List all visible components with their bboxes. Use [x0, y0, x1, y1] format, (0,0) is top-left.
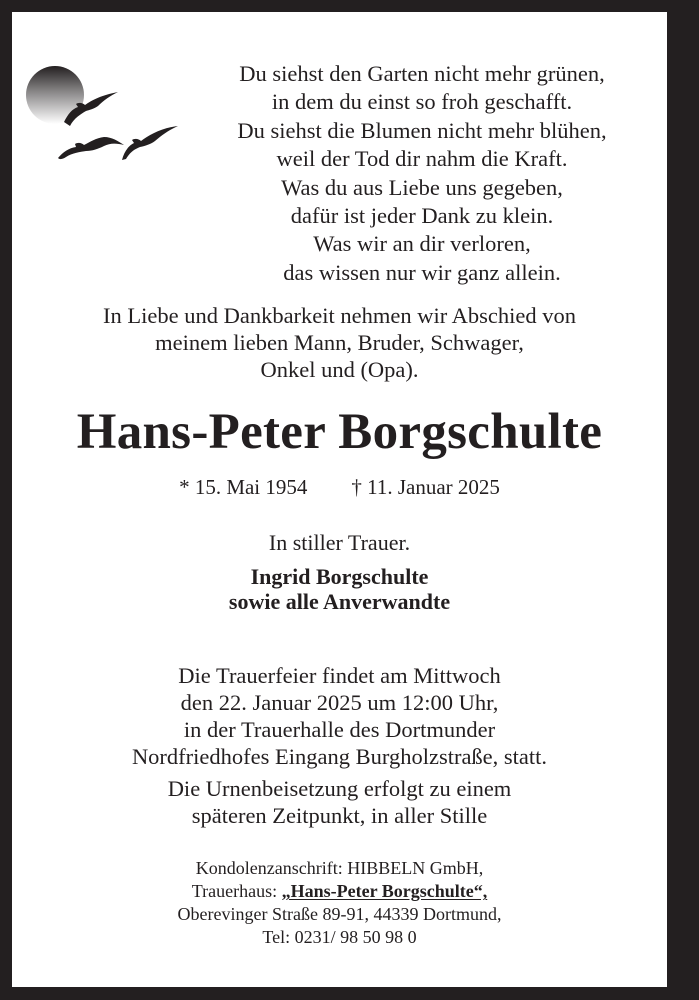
- birth-date: * 15. Mai 1954: [179, 475, 308, 499]
- street-address: Oberevinger Straße 89-91, 44339 Dortmund,: [177, 904, 502, 924]
- mourner-name: sowie alle Anverwandte: [228, 589, 451, 614]
- bird-icon: [122, 126, 178, 160]
- death-date: † 11. Januar 2025: [351, 475, 500, 499]
- bird-icon: [58, 137, 124, 159]
- moon-birds-icon: [26, 62, 196, 172]
- mourner-name: Ingrid Borgschulte: [250, 564, 429, 589]
- farewell-intro: [12, 302, 667, 383]
- trauerhaus-label: Trauerhaus:: [191, 881, 282, 901]
- condolence-address: [12, 857, 667, 949]
- mourning-phrase: In stiller Trauer.: [268, 530, 411, 555]
- life-dates: [12, 474, 667, 500]
- urn-burial-info: [12, 775, 667, 829]
- trauerhaus-name: „Hans-Peter Borgschulte“,: [281, 881, 488, 901]
- phone-number: Tel: 0231/ 98 50 98 0: [262, 927, 417, 947]
- urn-line: späteren Zeitpunkt, in aller Stille: [191, 803, 488, 828]
- condolence-company: Kondolenzanschrift: HIBBELN GmbH,: [195, 858, 484, 878]
- ceremony-line: in der Trauerhalle des Dortmunder: [183, 717, 496, 742]
- poem-line: in dem du einst so froh geschafft.: [271, 89, 573, 115]
- intro-line: Onkel und (Opa).: [260, 357, 419, 382]
- obituary-card: [12, 12, 667, 987]
- mourners: [12, 564, 667, 614]
- ceremony-line: Die Trauerfeier findet am Mittwoch: [178, 663, 501, 688]
- poem-line: weil der Tod dir nahm die Kraft.: [276, 146, 568, 172]
- poem-line: Du siehst den Garten nicht mehr grünen,: [239, 61, 605, 86]
- deceased-name: Hans-Peter Borgschulte: [76, 404, 603, 460]
- trauerhaus-line: [12, 880, 667, 903]
- ceremony-info: [12, 662, 667, 770]
- poem-line: das wissen nur wir ganz allein.: [283, 259, 561, 285]
- intro-line: meinem lieben Mann, Bruder, Schwager,: [155, 330, 524, 355]
- urn-line: Die Urnenbeisetzung erfolgt zu einem: [167, 776, 512, 801]
- poem-line: dafür ist jeder Dank zu klein.: [290, 203, 554, 229]
- ceremony-line: Nordfriedhofes Eingang Burgholzstraße, statt.: [131, 744, 548, 769]
- poem-line: Was wir an dir verloren,: [313, 231, 531, 257]
- poem: [182, 60, 662, 287]
- poem-line: Was du aus Liebe uns gegeben,: [281, 174, 563, 200]
- intro-line: In Liebe und Dankbarkeit nehmen wir Abschied von: [103, 303, 576, 328]
- ceremony-line: den 22. Januar 2025 um 12:00 Uhr,: [180, 690, 499, 715]
- poem-line: Du siehst die Blumen nicht mehr blühen,: [237, 117, 607, 143]
